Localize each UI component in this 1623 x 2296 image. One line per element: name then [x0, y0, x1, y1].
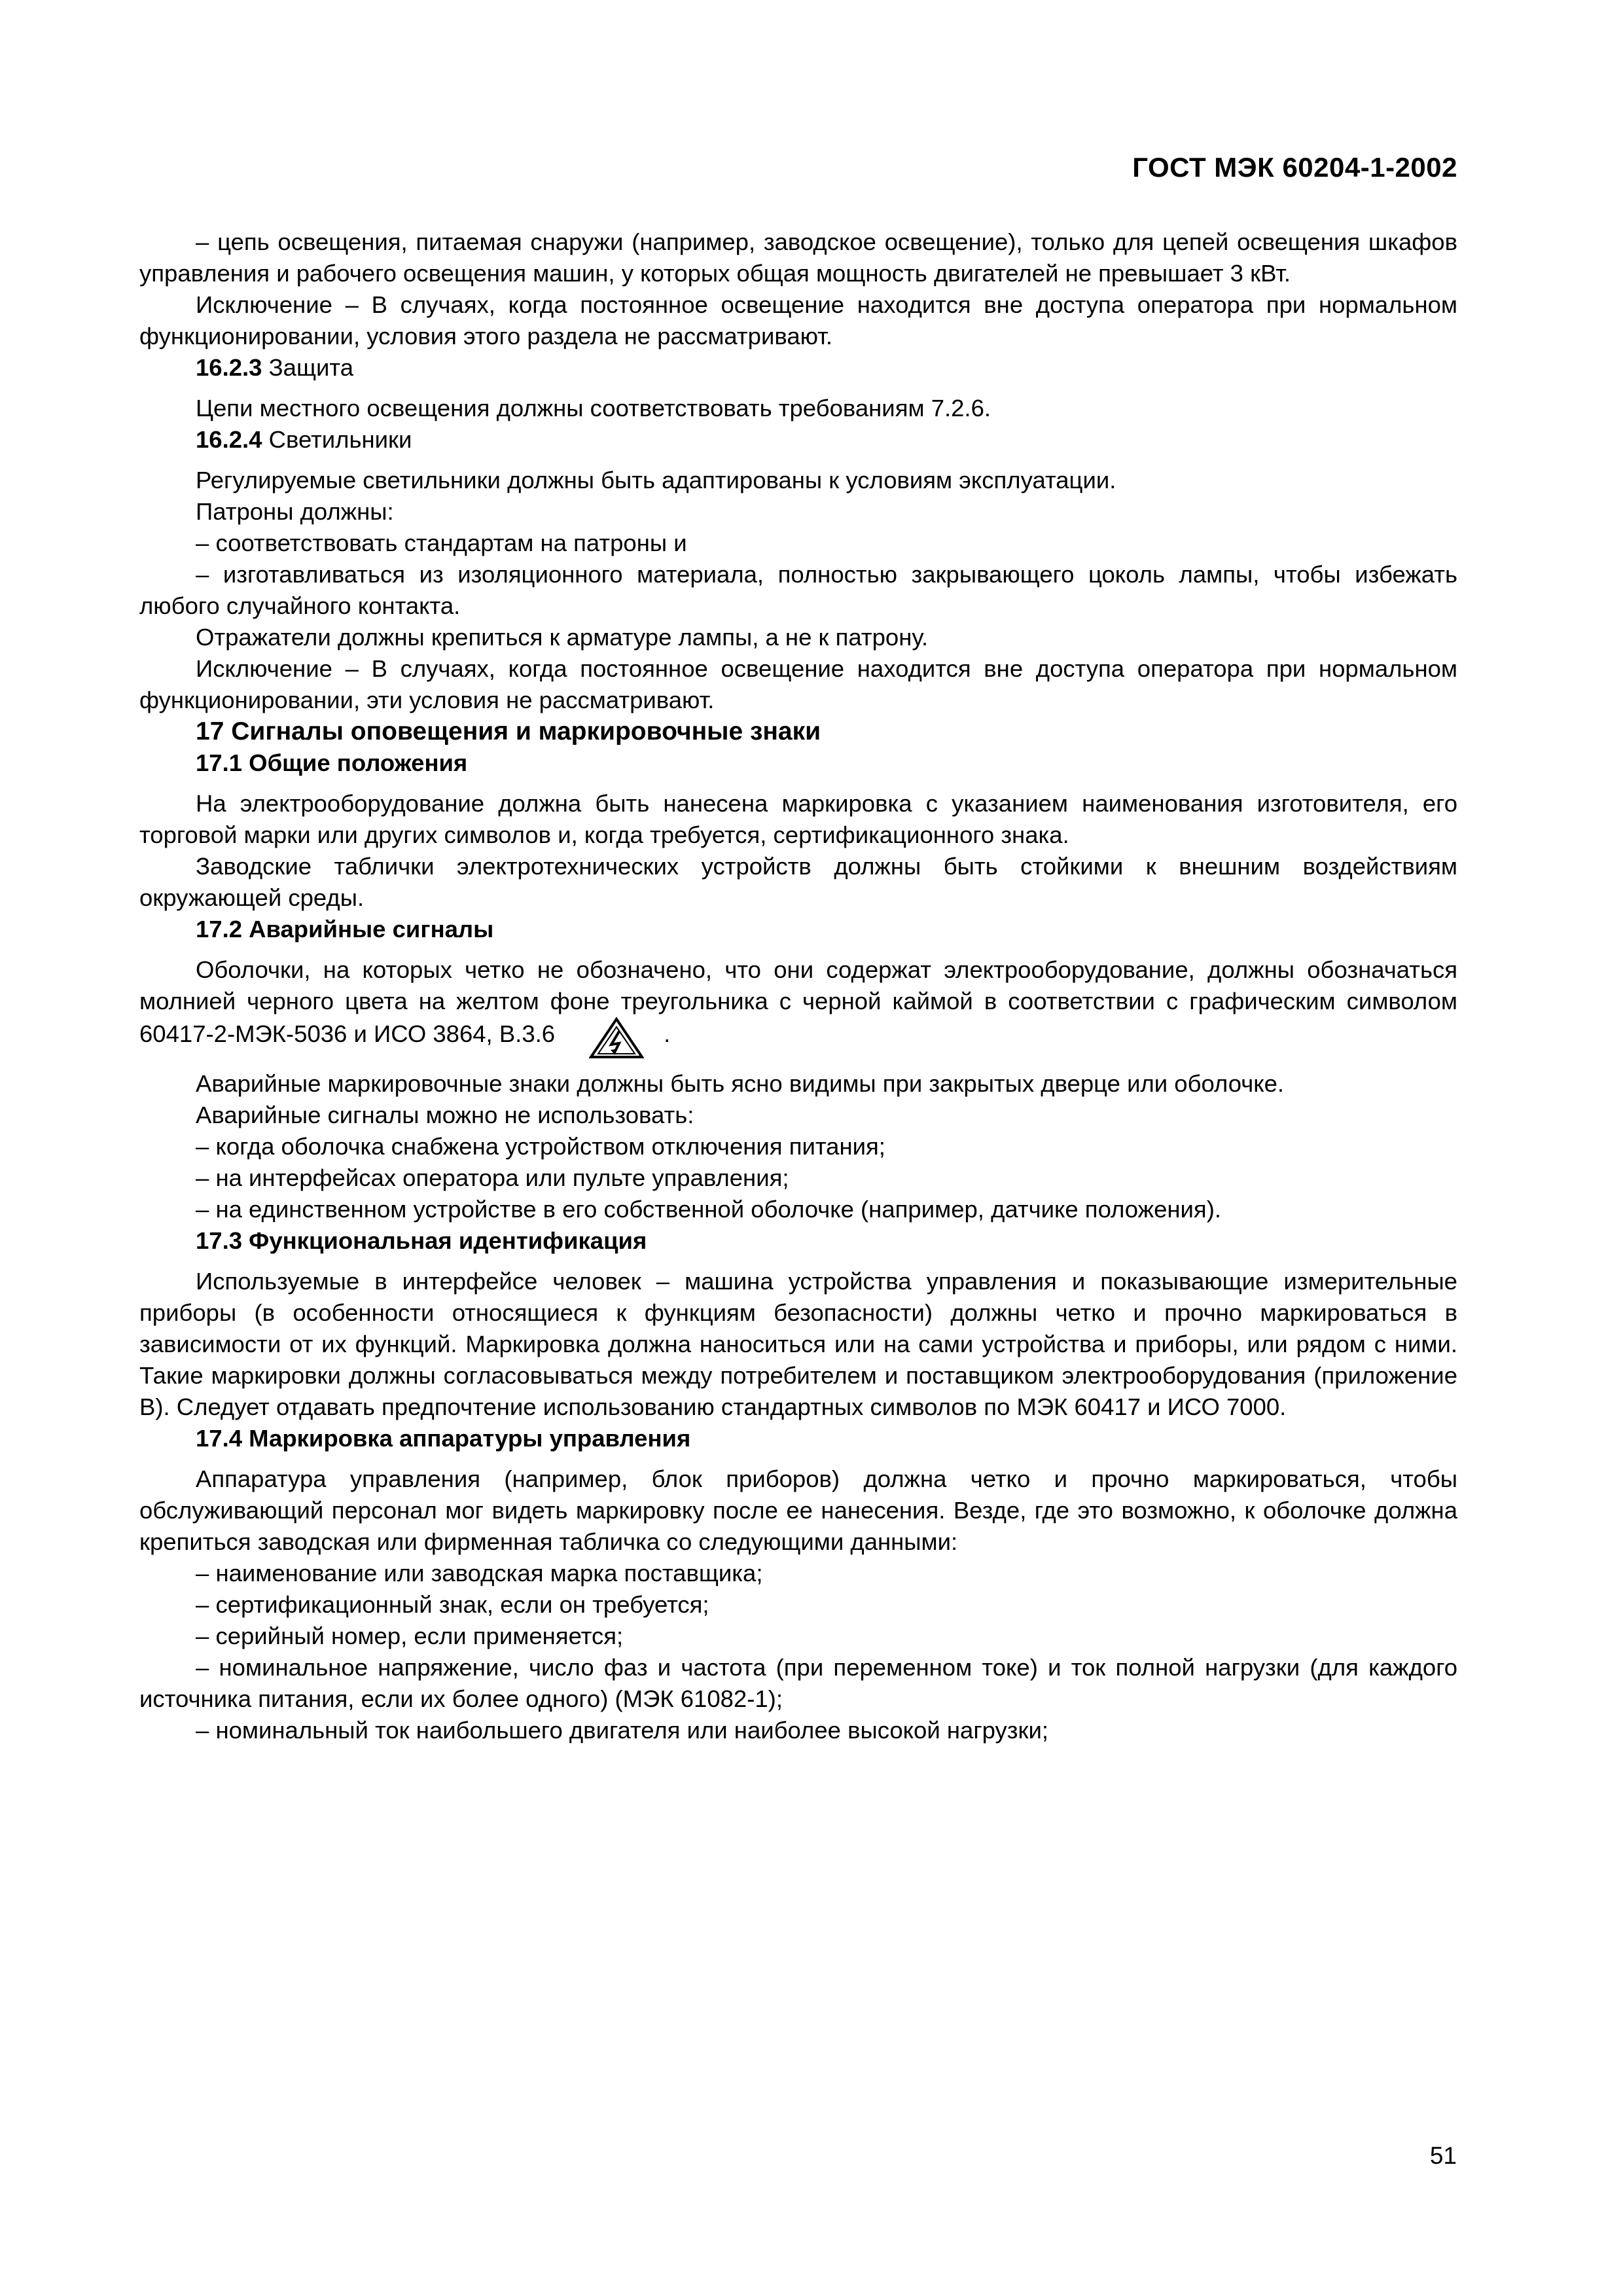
page-number: 51: [1429, 2142, 1457, 2169]
paragraph: Заводские таблички электротехнических устройств должны быть стойкими к внешним воздействиям окружающей среды.: [139, 853, 1457, 911]
subsection-heading-17-1: 17.1 Общие положения: [196, 749, 468, 776]
list-item: – сертификационный знак, если он требуется;: [196, 1591, 709, 1618]
paragraph: Патроны должны:: [196, 498, 394, 525]
subsection-heading-17-4: 17.4 Маркировка аппаратуры управления: [196, 1425, 691, 1452]
subsection-title: Защита: [268, 354, 354, 381]
paragraph-end: .: [664, 1020, 671, 1047]
paragraph: Исключение – В случаях, когда постоянное освещение находится вне доступа оператора при нормальном функционировании, условия этого раздела не рассматривают.: [139, 291, 1457, 350]
paragraph-text: Оболочки, на которых четко не обозначено, что они содержат электрооборудование, должны обозначаться молнией черного цвета на желтом фоне треугольника с черной каймой в соответствии с графическим символом 60417-2-МЭК-5036 и ИСО 3864, В.3.6: [139, 956, 1457, 1047]
subsection-number: 16.2.4: [196, 426, 262, 453]
paragraph: Аппаратура управления (например, блок приборов) должна четко и прочно маркироваться, чтобы обслуживающий персонал мог видеть маркировку после ее нанесения. Везде, где это возможно, к оболочке должна крепиться заводская или фирменная табличка со следующими данными:: [139, 1465, 1457, 1555]
subsection-heading-17-3: 17.3 Функциональная идентификация: [196, 1227, 647, 1254]
paragraph: Цепи местного освещения должны соответствовать требованиям 7.2.6.: [196, 395, 991, 422]
paragraph: Используемые в интерфейсе человек – машина устройства управления и показывающие измерительные приборы (в особенности относящиеся к функциям безопасности) должны четко и прочно маркироваться в зависимости от их функций. Маркировка должна наноситься или на сами устройства и приборы, или рядом с ними. Такие маркировки должны согласовываться между потребителем и поставщиком электрооборудования (приложение В). Следует отдавать предпочтение использованию стандартных символов по МЭК 60417 и ИСО 7000.: [139, 1268, 1457, 1420]
paragraph-with-symbol: [139, 954, 1457, 1059]
paragraph: – цепь освещения, питаемая снаружи (например, заводское освещение), только для цепей освещения шкафов управления и рабочего освещения машин, у которых общая мощность двигателей не превышает 3 кВт.: [139, 228, 1457, 287]
document-header: ГОСТ МЭК 60204-1-2002: [1132, 152, 1457, 183]
subsection-heading-16-2-3: [139, 352, 1457, 384]
list-item: – серийный номер, если применяется;: [196, 1623, 624, 1649]
paragraph: На электрооборудование должна быть нанесена маркировка с указанием наименования изготовителя, его торговой марки или других символов и, когда требуется, сертификационного знака.: [139, 790, 1457, 848]
document-body: [139, 226, 1457, 1746]
list-item: – наименование или заводская марка поставщика;: [196, 1560, 763, 1587]
list-item: – на интерфейсах оператора или пульте управления;: [196, 1164, 789, 1191]
list-item: – номинальный ток наибольшего двигателя или наиболее высокой нагрузки;: [196, 1717, 1049, 1744]
subsection-heading-16-2-4: [139, 424, 1457, 456]
paragraph: Аварийные маркировочные знаки должны быть ясно видимы при закрытых дверце или оболочке.: [196, 1070, 1285, 1097]
paragraph: Исключение – В случаях, когда постоянное освещение находится вне доступа оператора при нормальном функционировании, эти условия не рассматривают.: [139, 655, 1457, 713]
subsection-number: 16.2.3: [196, 354, 262, 381]
subsection-heading-17-2: 17.2 Аварийные сигналы: [196, 916, 494, 942]
electrical-hazard-triangle-icon: [589, 1017, 644, 1059]
paragraph: Регулируемые светильники должны быть адаптированы к условиям эксплуатации.: [196, 467, 1116, 493]
list-item: – на единственном устройстве в его собственной оболочке (например, датчике положения).: [196, 1196, 1221, 1223]
paragraph: Аварийные сигналы можно не использовать:: [196, 1102, 694, 1128]
list-item: – когда оболочка снабжена устройством отключения питания;: [196, 1133, 885, 1160]
subsection-title: Светильники: [268, 426, 412, 453]
section-heading-17: 17 Сигналы оповещения и маркировочные знаки: [196, 717, 821, 745]
paragraph: Отражатели должны крепиться к арматуре лампы, а не к патрону.: [196, 624, 929, 651]
list-item: – изготавливаться из изоляционного материала, полностью закрывающего цоколь лампы, чтобы избежать любого случайного контакта.: [139, 561, 1457, 619]
list-item: – номинальное напряжение, число фаз и частота (при переменном токе) и ток полной нагрузки (для каждого источника питания, если их более одного) (МЭК 61082-1);: [139, 1654, 1457, 1712]
list-item: – соответствовать стандартам на патроны и: [196, 529, 687, 556]
